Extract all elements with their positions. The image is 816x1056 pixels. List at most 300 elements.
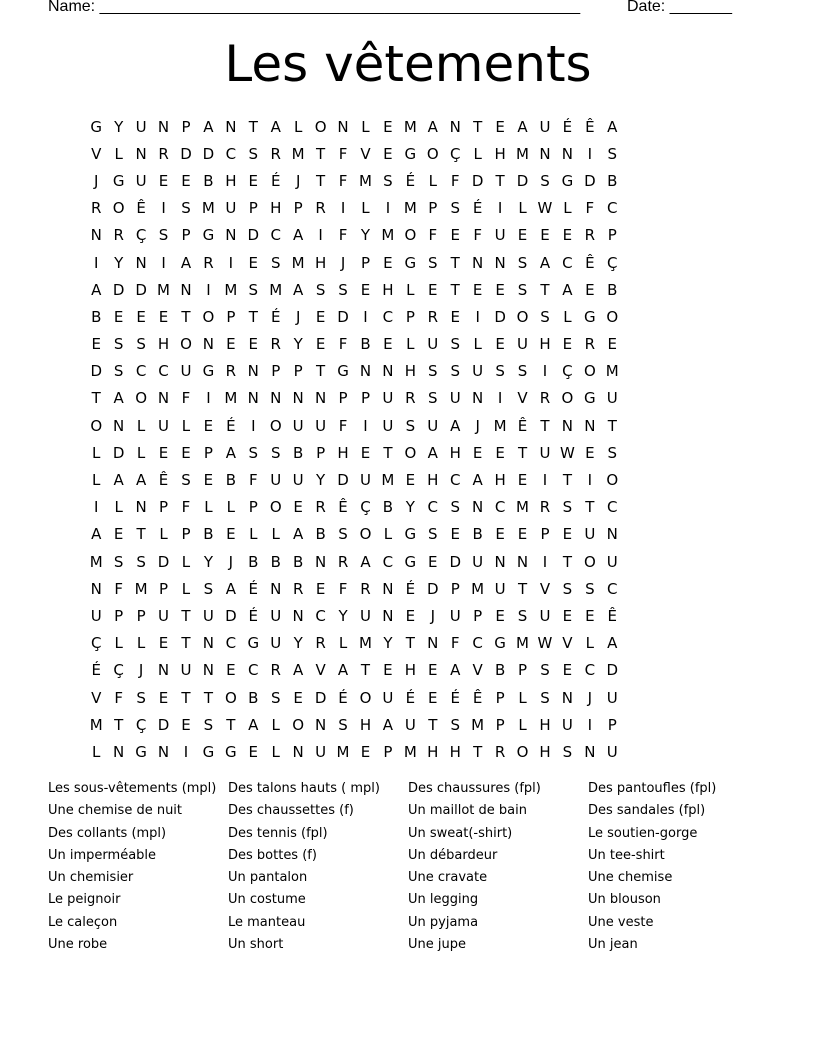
word-item: Un chemisier bbox=[48, 870, 134, 886]
grid-letter: C bbox=[315, 606, 326, 625]
grid-letter: M bbox=[403, 199, 417, 218]
grid-letter: L bbox=[383, 525, 393, 544]
grid-letter: A bbox=[293, 661, 304, 680]
word-item: Des bottes (f) bbox=[228, 847, 317, 863]
grid-letter: E bbox=[428, 552, 438, 571]
grid-letter: S bbox=[136, 688, 146, 707]
grid-letter: S bbox=[113, 362, 124, 381]
grid-letter: E bbox=[495, 117, 505, 136]
grid-letter: E bbox=[383, 144, 393, 163]
grid-letter: E bbox=[226, 335, 236, 354]
grid-letter: B bbox=[607, 280, 618, 299]
grid-letter: E bbox=[181, 443, 191, 462]
grid-letter: S bbox=[428, 389, 438, 408]
grid-letter: S bbox=[607, 443, 618, 462]
grid-letter: P bbox=[293, 362, 303, 381]
grid-letter: C bbox=[494, 498, 506, 517]
grid-letter: I bbox=[385, 199, 391, 218]
grid-letter: U bbox=[539, 117, 551, 136]
grid-letter: E bbox=[203, 416, 214, 435]
grid-row bbox=[85, 711, 736, 738]
grid-letter: E bbox=[226, 661, 236, 680]
grid-letter: T bbox=[181, 606, 191, 625]
grid-letter: I bbox=[251, 416, 256, 435]
grid-letter: F bbox=[114, 579, 123, 598]
grid-letter: E bbox=[495, 335, 505, 354]
grid-letter: S bbox=[562, 579, 573, 598]
grid-letter: E bbox=[226, 525, 236, 544]
grid-letter: A bbox=[293, 226, 304, 245]
grid-letter: U bbox=[270, 471, 282, 490]
grid-letter: P bbox=[159, 579, 169, 598]
grid-letter: I bbox=[94, 253, 99, 272]
grid-letter: P bbox=[495, 715, 505, 734]
grid-letter: O bbox=[135, 389, 147, 408]
grid-letter: U bbox=[494, 226, 506, 245]
grid-letter: R bbox=[584, 335, 596, 354]
word-item: Un costume bbox=[228, 892, 306, 908]
grid-letter: L bbox=[159, 525, 168, 544]
grid-letter: L bbox=[473, 144, 482, 163]
word-item: Un sweat(-shirt) bbox=[408, 825, 513, 841]
grid-letter: L bbox=[293, 117, 303, 136]
grid-letter: E bbox=[181, 715, 191, 734]
grid-letter: E bbox=[428, 688, 438, 707]
grid-letter: S bbox=[270, 443, 281, 462]
grid-letter: R bbox=[584, 226, 596, 245]
grid-letter: B bbox=[607, 171, 618, 190]
grid-letter: A bbox=[337, 661, 349, 680]
grid-letter: N bbox=[382, 606, 394, 625]
grid-letter: M bbox=[471, 579, 485, 598]
grid-letter: U bbox=[382, 416, 394, 435]
word-item: Des chaussettes (f) bbox=[228, 803, 354, 819]
grid-letter: C bbox=[225, 144, 237, 163]
grid-row bbox=[85, 439, 736, 466]
grid-letter: H bbox=[404, 661, 416, 680]
word-list bbox=[48, 778, 788, 958]
grid-letter: S bbox=[540, 661, 550, 680]
grid-letter: N bbox=[427, 634, 439, 653]
grid-letter: C bbox=[449, 471, 461, 490]
grid-row bbox=[85, 222, 736, 249]
grid-letter: T bbox=[585, 498, 595, 517]
grid-letter: N bbox=[247, 389, 259, 408]
grid-letter: L bbox=[406, 280, 415, 299]
grid-letter: M bbox=[224, 389, 238, 408]
grid-letter: Ê bbox=[472, 688, 483, 707]
grid-letter: F bbox=[181, 389, 191, 408]
grid-letter: T bbox=[562, 471, 572, 490]
grid-letter: U bbox=[427, 416, 439, 435]
grid-letter: C bbox=[225, 634, 237, 653]
grid-letter: Ç bbox=[449, 144, 461, 163]
grid-letter: M bbox=[224, 280, 238, 299]
date-field-line: Date: _______ bbox=[627, 0, 732, 15]
grid-letter: H bbox=[427, 742, 439, 761]
grid-letter: E bbox=[517, 226, 528, 245]
grid-letter: N bbox=[113, 742, 125, 761]
grid-letter: O bbox=[404, 226, 417, 245]
word-item: Un débardeur bbox=[408, 847, 498, 863]
grid-letter: Ê bbox=[585, 117, 595, 136]
grid-letter: N bbox=[157, 117, 170, 136]
word-item: Un blouson bbox=[588, 892, 661, 908]
grid-letter: S bbox=[428, 525, 438, 544]
grid-letter: M bbox=[471, 715, 485, 734]
grid-letter: E bbox=[248, 335, 259, 354]
grid-letter: I bbox=[497, 389, 503, 408]
grid-letter: D bbox=[449, 552, 461, 571]
word-item: Des tennis (fpl) bbox=[228, 825, 328, 841]
grid-letter: L bbox=[563, 199, 572, 218]
grid-letter: E bbox=[91, 335, 101, 354]
grid-letter: E bbox=[158, 171, 169, 190]
grid-letter: A bbox=[293, 280, 304, 299]
grid-letter: I bbox=[206, 280, 211, 299]
grid-letter: O bbox=[202, 307, 215, 326]
grid-letter: I bbox=[542, 552, 548, 571]
grid-letter: M bbox=[605, 362, 619, 381]
grid-letter: S bbox=[562, 742, 573, 761]
grid-letter: S bbox=[270, 253, 281, 272]
word-item: Le caleçon bbox=[48, 914, 118, 930]
grid-letter: B bbox=[382, 498, 394, 517]
grid-letter: M bbox=[358, 634, 372, 653]
grid-letter: N bbox=[561, 144, 574, 163]
grid-letter: D bbox=[314, 688, 327, 707]
grid-letter: P bbox=[114, 606, 124, 625]
grid-letter: M bbox=[516, 144, 529, 163]
grid-letter: T bbox=[114, 715, 124, 734]
grid-letter: I bbox=[183, 742, 189, 761]
grid-letter: M bbox=[89, 552, 103, 571]
grid-letter: É bbox=[562, 117, 573, 136]
grid-letter: U bbox=[270, 606, 282, 625]
grid-letter: F bbox=[338, 335, 348, 354]
grid-letter: T bbox=[450, 280, 460, 299]
grid-letter: J bbox=[228, 552, 234, 571]
grid-letter: U bbox=[449, 389, 461, 408]
grid-letter: G bbox=[247, 634, 260, 653]
grid-letter: H bbox=[382, 280, 394, 299]
grid-letter: L bbox=[92, 471, 101, 490]
grid-letter: N bbox=[292, 606, 304, 625]
grid-letter: F bbox=[585, 199, 595, 218]
grid-letter: S bbox=[450, 199, 460, 218]
grid-letter: M bbox=[516, 498, 529, 517]
grid-letter: L bbox=[518, 715, 527, 734]
grid-letter: O bbox=[180, 335, 192, 354]
grid-letter: H bbox=[449, 443, 461, 462]
grid-letter: H bbox=[270, 199, 282, 218]
grid-letter: L bbox=[114, 144, 123, 163]
grid-letter: M bbox=[493, 416, 507, 435]
grid-letter: A bbox=[450, 661, 461, 680]
grid-letter: S bbox=[428, 253, 438, 272]
grid-letter: R bbox=[427, 307, 438, 326]
grid-letter: Ç bbox=[90, 634, 102, 653]
grid-letter: E bbox=[248, 742, 259, 761]
grid-letter: S bbox=[540, 171, 550, 190]
grid-letter: A bbox=[607, 634, 618, 653]
grid-letter: L bbox=[338, 634, 348, 653]
grid-letter: Y bbox=[114, 117, 124, 136]
grid-letter: M bbox=[269, 280, 283, 299]
grid-letter: A bbox=[135, 471, 147, 490]
grid-letter: T bbox=[562, 552, 572, 571]
grid-row bbox=[85, 738, 736, 765]
grid-letter: B bbox=[248, 552, 259, 571]
grid-letter: B bbox=[203, 525, 214, 544]
grid-letter: L bbox=[114, 634, 123, 653]
grid-letter: E bbox=[607, 335, 618, 354]
grid-letter: E bbox=[562, 525, 573, 544]
grid-letter: E bbox=[383, 117, 393, 136]
grid-letter: J bbox=[587, 688, 593, 707]
grid-letter: L bbox=[563, 307, 572, 326]
grid-letter: E bbox=[315, 579, 326, 598]
grid-letter: H bbox=[539, 715, 551, 734]
grid-letter: S bbox=[517, 253, 528, 272]
grid-letter: U bbox=[315, 742, 327, 761]
grid-letter: L bbox=[181, 552, 191, 571]
grid-letter: H bbox=[539, 742, 551, 761]
grid-letter: D bbox=[247, 226, 260, 245]
grid-letter: T bbox=[540, 416, 550, 435]
grid-letter: A bbox=[450, 416, 461, 435]
grid-letter: N bbox=[314, 389, 327, 408]
grid-letter: O bbox=[269, 498, 282, 517]
grid-letter: B bbox=[293, 552, 304, 571]
grid-letter: I bbox=[587, 715, 593, 734]
grid-letter: A bbox=[248, 715, 259, 734]
grid-letter: E bbox=[158, 634, 169, 653]
grid-letter: I bbox=[363, 416, 368, 435]
grid-letter: L bbox=[92, 742, 101, 761]
grid-letter: D bbox=[337, 307, 349, 326]
grid-letter: B bbox=[248, 688, 259, 707]
grid-letter: R bbox=[315, 498, 326, 517]
grid-letter: N bbox=[314, 715, 327, 734]
word-item: Un pantalon bbox=[228, 870, 308, 886]
grid-letter: U bbox=[180, 661, 192, 680]
grid-letter: M bbox=[381, 226, 395, 245]
grid-letter: N bbox=[292, 742, 304, 761]
grid-letter: N bbox=[472, 498, 484, 517]
grid-letter: D bbox=[157, 715, 170, 734]
grid-letter: T bbox=[473, 117, 483, 136]
grid-letter: C bbox=[158, 362, 169, 381]
grid-letter: C bbox=[562, 253, 573, 272]
grid-letter: P bbox=[136, 606, 146, 625]
grid-letter: R bbox=[270, 144, 281, 163]
word-item: Une chemise bbox=[588, 870, 673, 886]
word-item: Un jean bbox=[588, 937, 638, 953]
grid-letter: T bbox=[248, 307, 258, 326]
grid-letter: D bbox=[337, 471, 349, 490]
grid-letter: L bbox=[473, 335, 482, 354]
grid-letter: G bbox=[225, 742, 237, 761]
grid-letter: N bbox=[539, 144, 551, 163]
grid-letter: U bbox=[202, 606, 214, 625]
grid-letter: B bbox=[225, 471, 236, 490]
grid-letter: S bbox=[450, 362, 460, 381]
grid-letter: É bbox=[472, 199, 483, 218]
grid-letter: C bbox=[607, 199, 618, 218]
grid-letter: A bbox=[472, 471, 483, 490]
word-item: Un maillot de bain bbox=[408, 803, 527, 819]
grid-row bbox=[85, 113, 736, 140]
grid-letter: U bbox=[404, 715, 416, 734]
grid-row bbox=[85, 303, 736, 330]
grid-row bbox=[85, 249, 736, 276]
grid-letter: Y bbox=[114, 253, 124, 272]
grid-letter: C bbox=[472, 634, 483, 653]
grid-letter: E bbox=[517, 471, 528, 490]
grid-letter: A bbox=[293, 525, 304, 544]
grid-letter: U bbox=[606, 742, 618, 761]
grid-letter: O bbox=[359, 525, 372, 544]
grid-letter: U bbox=[606, 688, 618, 707]
grid-letter: D bbox=[516, 171, 529, 190]
grid-letter: A bbox=[180, 253, 192, 272]
word-list-column-3 bbox=[408, 778, 586, 956]
grid-letter: É bbox=[450, 688, 460, 707]
grid-letter: D bbox=[112, 280, 125, 299]
grid-letter: L bbox=[226, 498, 236, 517]
grid-letter: F bbox=[338, 144, 348, 163]
grid-letter: U bbox=[225, 199, 237, 218]
grid-letter: U bbox=[180, 362, 192, 381]
grid-letter: A bbox=[225, 443, 236, 462]
grid-letter: A bbox=[113, 389, 124, 408]
grid-row bbox=[85, 575, 736, 602]
grid-letter: Ê bbox=[338, 498, 348, 517]
word-item: Un pyjama bbox=[408, 914, 479, 930]
grid-letter: E bbox=[562, 661, 573, 680]
grid-letter: B bbox=[315, 525, 326, 544]
grid-letter: R bbox=[494, 742, 506, 761]
grid-letter: R bbox=[113, 226, 124, 245]
grid-letter: U bbox=[359, 606, 371, 625]
grid-letter: G bbox=[202, 226, 215, 245]
grid-letter: B bbox=[472, 525, 483, 544]
grid-letter: N bbox=[472, 253, 484, 272]
grid-letter: É bbox=[405, 171, 416, 190]
grid-letter: P bbox=[383, 742, 393, 761]
grid-letter: U bbox=[270, 634, 282, 653]
grid-letter: S bbox=[405, 416, 416, 435]
grid-letter: U bbox=[561, 715, 573, 734]
grid-letter: R bbox=[270, 661, 281, 680]
grid-letter: P bbox=[271, 362, 281, 381]
grid-letter: P bbox=[607, 226, 617, 245]
grid-letter: D bbox=[112, 443, 125, 462]
grid-letter: E bbox=[113, 307, 124, 326]
grid-letter: N bbox=[449, 117, 461, 136]
grid-row bbox=[85, 602, 736, 629]
grid-letter: P bbox=[405, 307, 415, 326]
grid-letter: G bbox=[404, 525, 417, 544]
grid-letter: N bbox=[606, 525, 618, 544]
grid-row bbox=[85, 385, 736, 412]
word-item: Une cravate bbox=[408, 870, 488, 886]
grid-letter: B bbox=[360, 335, 371, 354]
grid-letter: S bbox=[540, 307, 550, 326]
grid-letter: W bbox=[559, 443, 575, 462]
grid-letter: L bbox=[518, 199, 527, 218]
grid-letter: Ç bbox=[113, 661, 124, 680]
grid-letter: E bbox=[315, 307, 326, 326]
grid-letter: F bbox=[181, 498, 191, 517]
grid-letter: E bbox=[248, 253, 259, 272]
grid-letter: T bbox=[405, 634, 415, 653]
grid-letter: E bbox=[113, 525, 124, 544]
grid-letter: R bbox=[203, 253, 214, 272]
grid-letter: U bbox=[472, 552, 484, 571]
grid-letter: V bbox=[91, 688, 102, 707]
grid-letter: P bbox=[181, 525, 191, 544]
grid-letter: I bbox=[161, 199, 166, 218]
grid-letter: G bbox=[337, 362, 349, 381]
grid-letter: N bbox=[561, 688, 574, 707]
grid-letter: S bbox=[540, 688, 550, 707]
grid-letter: O bbox=[426, 144, 439, 163]
word-search-grid bbox=[85, 113, 736, 766]
grid-letter: T bbox=[383, 443, 393, 462]
grid-letter: J bbox=[475, 416, 480, 435]
grid-letter: I bbox=[542, 471, 548, 490]
grid-row bbox=[85, 140, 736, 167]
grid-letter: U bbox=[606, 389, 618, 408]
grid-letter: S bbox=[428, 362, 438, 381]
grid-letter: Y bbox=[316, 471, 326, 490]
grid-letter: R bbox=[360, 579, 371, 598]
grid-letter: I bbox=[497, 199, 503, 218]
grid-letter: H bbox=[404, 362, 416, 381]
grid-letter: Ç bbox=[360, 498, 371, 517]
grid-letter: N bbox=[202, 634, 215, 653]
grid-letter: T bbox=[316, 171, 326, 190]
grid-letter: L bbox=[204, 498, 213, 517]
grid-letter: Y bbox=[203, 552, 213, 571]
grid-letter: S bbox=[113, 335, 124, 354]
grid-row bbox=[85, 358, 736, 385]
grid-letter: A bbox=[607, 117, 618, 136]
grid-letter: L bbox=[92, 443, 101, 462]
grid-letter: G bbox=[135, 742, 147, 761]
grid-letter: O bbox=[606, 307, 619, 326]
grid-letter: E bbox=[383, 661, 393, 680]
grid-letter: E bbox=[203, 471, 214, 490]
grid-letter: D bbox=[180, 144, 192, 163]
grid-letter: E bbox=[360, 742, 371, 761]
grid-letter: U bbox=[315, 416, 327, 435]
grid-letter: H bbox=[494, 471, 506, 490]
grid-letter: C bbox=[584, 661, 596, 680]
grid-letter: E bbox=[360, 443, 371, 462]
grid-letter: N bbox=[359, 362, 372, 381]
grid-letter: E bbox=[383, 253, 393, 272]
grid-letter: S bbox=[450, 335, 460, 354]
grid-letter: M bbox=[403, 742, 417, 761]
grid-row bbox=[85, 167, 736, 194]
grid-letter: B bbox=[270, 552, 281, 571]
grid-letter: U bbox=[135, 171, 147, 190]
grid-letter: S bbox=[585, 579, 595, 598]
grid-letter: L bbox=[271, 742, 280, 761]
